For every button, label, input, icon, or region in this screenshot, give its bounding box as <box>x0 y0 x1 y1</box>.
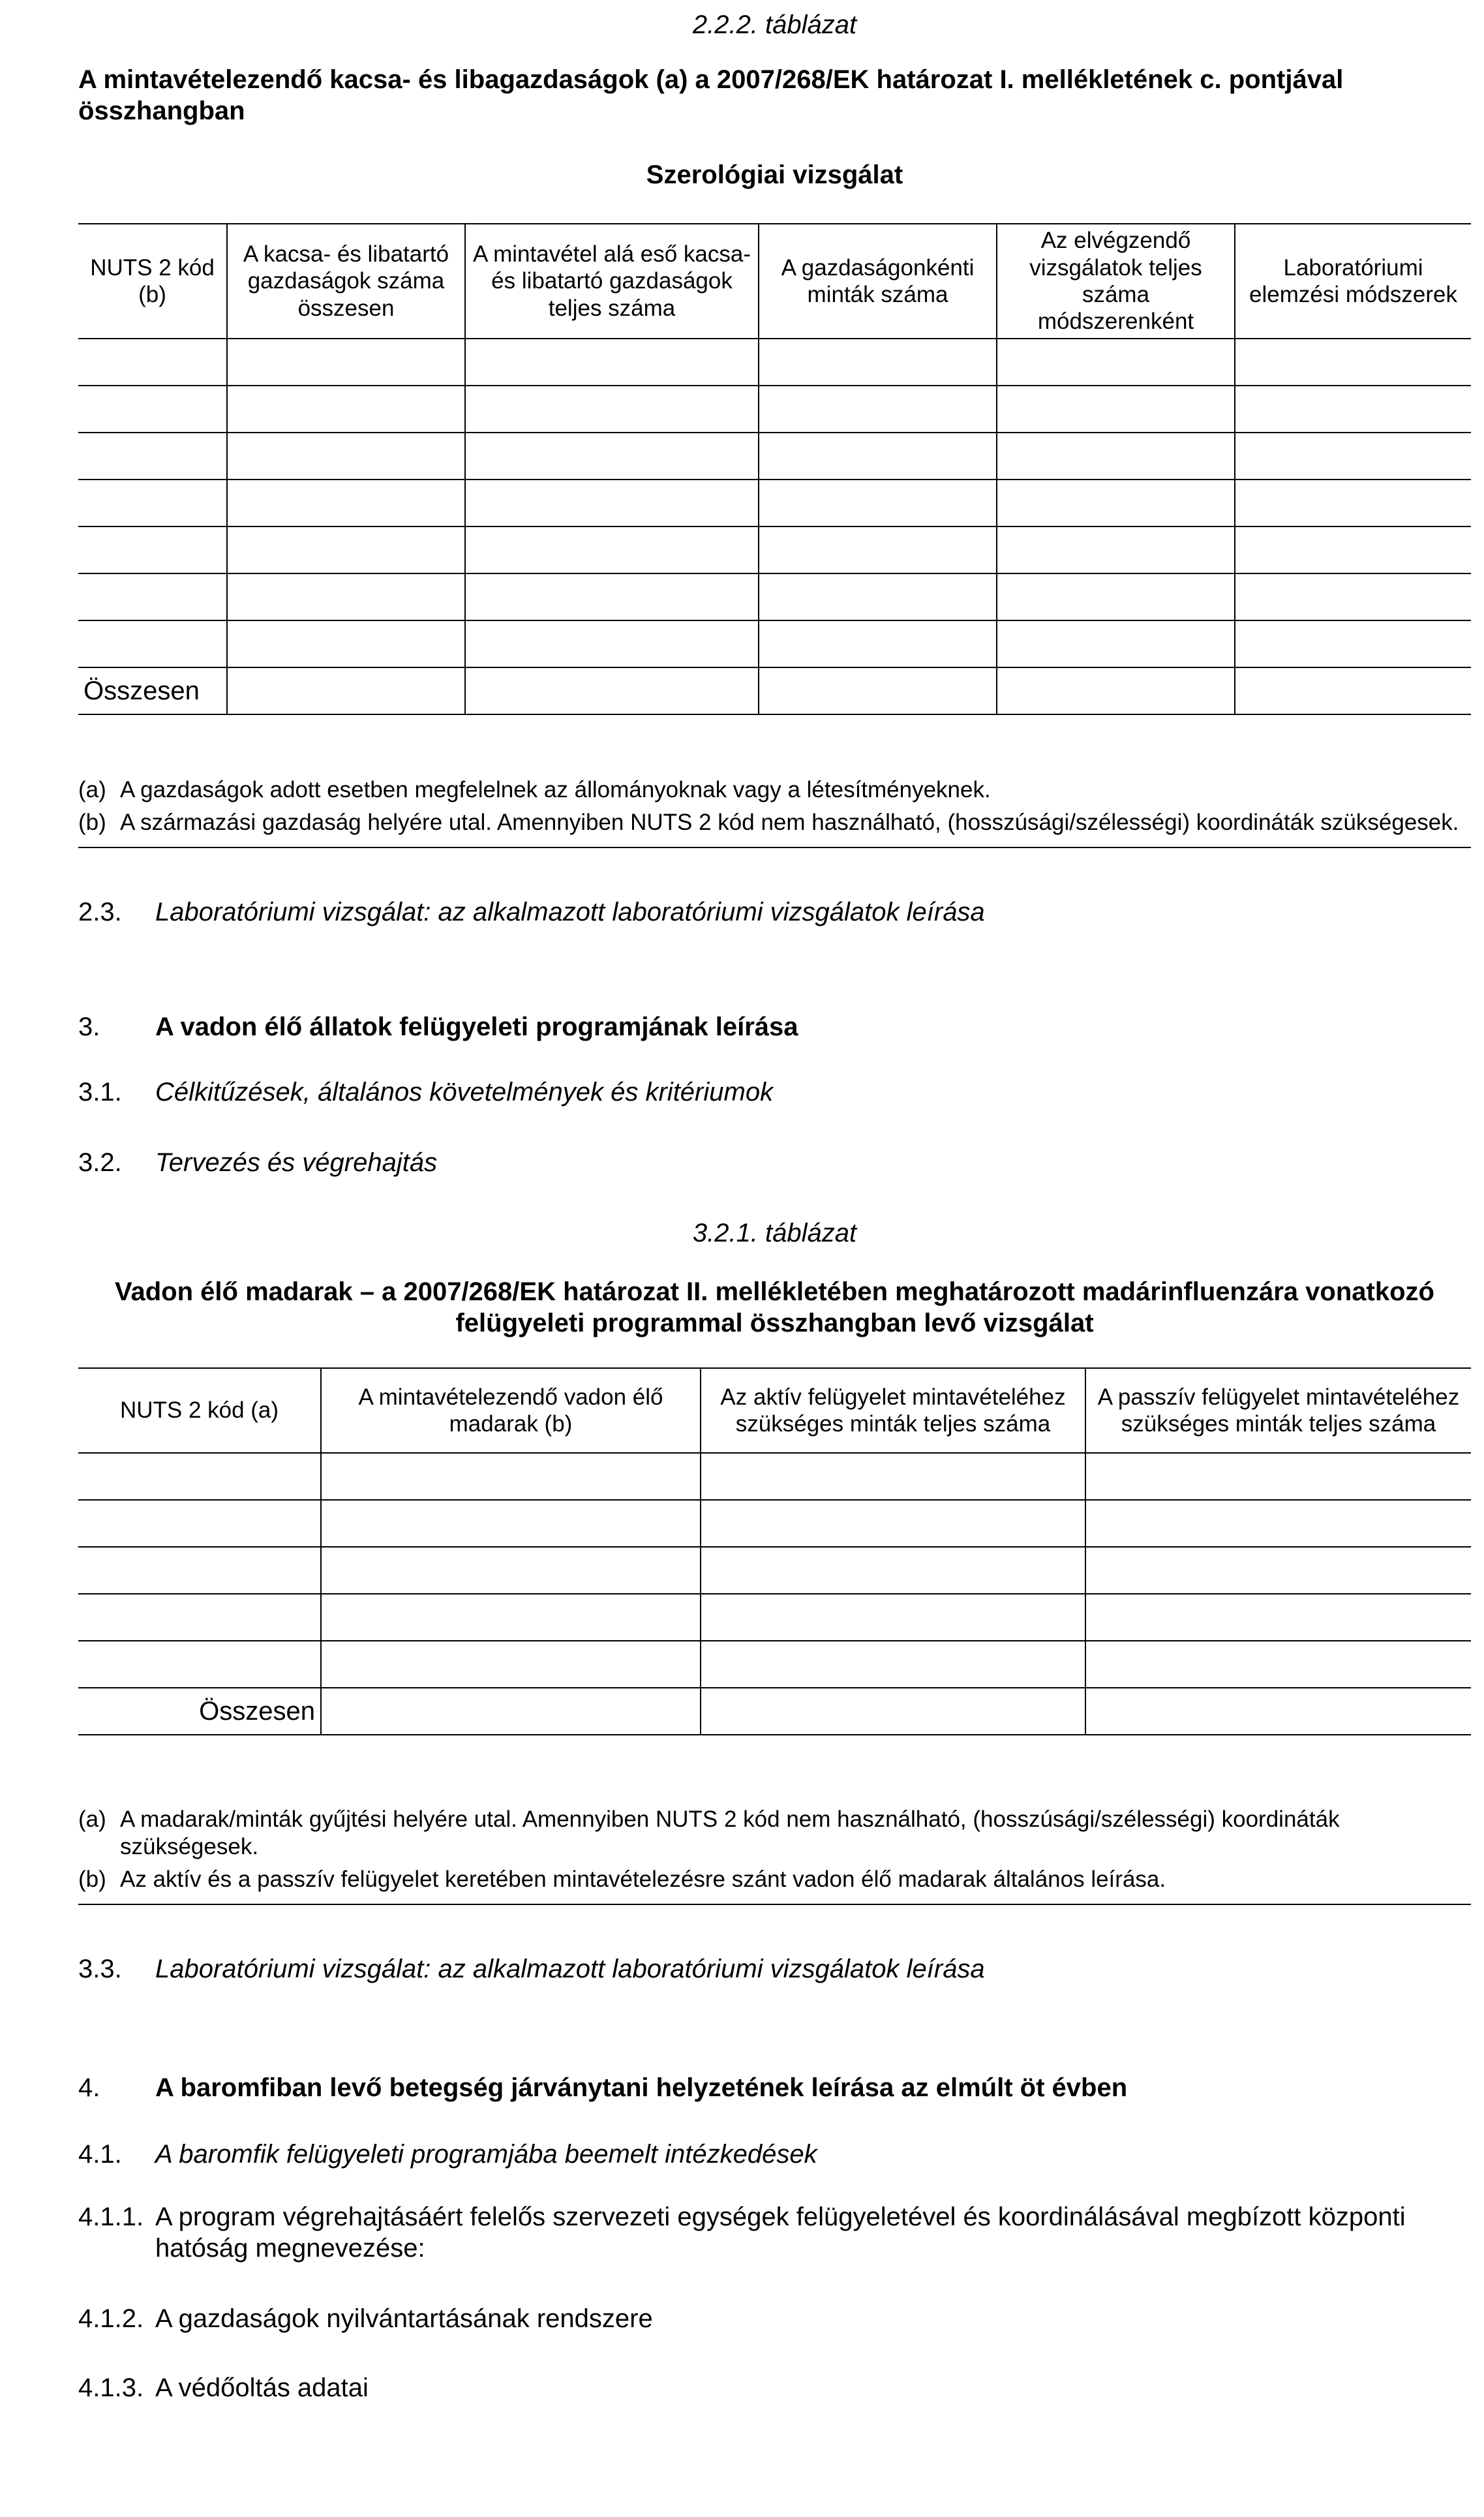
divider <box>78 847 1471 848</box>
table2-header-wild-birds: A mintavételezendő vadon élő madarak (b) <box>321 1368 701 1453</box>
section-number: 2.3. <box>78 898 122 926</box>
table1-subtitle: Szerológiai vizsgálat <box>646 160 903 189</box>
footnote-text: A származási gazdaság helyére utal. Amennyiben NUTS 2 kód nem használható, (hosszúsági/szélességi) koordináták szükségesek. <box>120 810 1459 835</box>
table-row <box>78 339 1471 386</box>
table2-title: Vadon élő madarak – a 2007/268/EK határozat II. mellékletében meghatározott madárinfluenzára vonatkozó felügyeleti programmal összhangban levő vizsgálat <box>115 1277 1434 1337</box>
section-number: 3. <box>78 1013 100 1041</box>
footnote-text: A gazdaságok adott esetben megfelelnek az állományoknak vagy a létesítményeknek. <box>120 777 991 802</box>
section-3-2 <box>78 1147 1471 1178</box>
table2-header-passive-samples: A passzív felügyelet mintavételéhez szükséges minták teljes száma <box>1085 1368 1471 1453</box>
section-number: 4. <box>78 2073 100 2102</box>
table2-total-label: Összesen <box>78 1688 321 1735</box>
section-number: 3.1. <box>78 1078 122 1106</box>
section-number: 4.1.3. <box>78 2373 144 2402</box>
section-heading: Laboratóriumi vizsgálat: az alkalmazott laboratóriumi vizsgálatok leírása <box>155 1955 985 1983</box>
footnote-mark: (b) <box>78 1867 106 1892</box>
table1-header-sampled-farms: A mintavétel alá eső kacsa- és libatartó gazdaságok teljes száma <box>465 224 759 339</box>
section-heading: A baromfik felügyeleti programjába beemelt intézkedések <box>155 2140 817 2169</box>
table2-footnotes <box>78 1806 1471 1899</box>
table1-header-tests-per-method: Az elvégzendő vizsgálatok teljes száma módszerenként <box>997 224 1235 339</box>
section-heading: A gazdaságok nyilvántartásának rendszere <box>155 2304 653 2333</box>
section-3 <box>78 1011 1471 1043</box>
table1-title: A mintavételezendő kacsa- és libagazdaságok (a) a 2007/268/EK határozat I. mellékletének c. pontjával összhangban <box>78 65 1344 125</box>
table1-caption: 2.2.2. táblázat <box>692 10 857 39</box>
footnote-text: A madarak/minták gyűjtési helyére utal. Amennyiben NUTS 2 kód nem használható, (hosszúsági/szélességi) koordináták szükségesek. <box>120 1807 1340 1859</box>
section-4-1 <box>78 2139 1471 2170</box>
table2-total-row <box>78 1688 1471 1735</box>
table-row <box>78 1594 1471 1641</box>
section-2-3 <box>78 896 1471 928</box>
table-row <box>78 480 1471 526</box>
section-heading: Célkitűzések, általános követelmények és kritériumok <box>155 1078 774 1106</box>
section-number: 3.3. <box>78 1955 122 1983</box>
footnote-mark: (b) <box>78 810 106 835</box>
table2-caption: 3.2.1. táblázat <box>692 1219 857 1247</box>
table1-header-nuts: NUTS 2 kód (b) <box>78 224 227 339</box>
table2-header-active-samples: Az aktív felügyelet mintavételéhez szükséges minták teljes száma <box>701 1368 1085 1453</box>
section-number: 3.2. <box>78 1148 122 1177</box>
table-row <box>78 386 1471 433</box>
table-row <box>78 1641 1471 1688</box>
table1-header-samples-per-farm: A gazdaságonkénti minták száma <box>759 224 997 339</box>
table2-header-nuts: NUTS 2 kód (a) <box>78 1368 321 1453</box>
table1 <box>78 223 1471 715</box>
table-row <box>78 573 1471 620</box>
section-number: 4.1. <box>78 2140 122 2169</box>
divider <box>78 1904 1471 1905</box>
section-4-1-1 <box>78 2201 1471 2264</box>
section-heading: A baromfiban levő betegség járványtani helyzetének leírása az elmúlt öt évben <box>155 2073 1128 2102</box>
section-heading: Tervezés és végrehajtás <box>155 1148 438 1177</box>
section-3-1 <box>78 1076 1471 1108</box>
section-heading: A vadon élő állatok felügyeleti programjának leírása <box>155 1013 798 1041</box>
table1-header-lab-methods: Laboratóriumi elemzési módszerek <box>1235 224 1471 339</box>
table-row <box>78 526 1471 573</box>
table-row <box>78 1453 1471 1500</box>
table1-total-row <box>78 667 1471 714</box>
table-row <box>78 1547 1471 1594</box>
table-row <box>78 433 1471 480</box>
section-3-3 <box>78 1953 1471 1985</box>
section-4 <box>78 2072 1471 2103</box>
section-4-1-3 <box>78 2372 1471 2403</box>
table1-footnotes <box>78 776 1471 842</box>
footnote-mark: (a) <box>78 1807 106 1832</box>
table-row <box>78 1500 1471 1547</box>
section-heading: A program végrehajtásáért felelős szervezeti egységek felügyeletével és koordinálásával megbízott központi hatóság megnevezése: <box>155 2203 1406 2263</box>
table2 <box>78 1367 1471 1735</box>
section-number: 4.1.1. <box>78 2203 144 2231</box>
section-4-1-2 <box>78 2303 1471 2334</box>
section-heading: Laboratóriumi vizsgálat: az alkalmazott laboratóriumi vizsgálatok leírása <box>155 898 985 926</box>
footnote-text: Az aktív és a passzív felügyelet keretében mintavételezésre szánt vadon élő madarak általános leírása. <box>120 1867 1166 1892</box>
table1-header-total-farms: A kacsa- és libatartó gazdaságok száma összesen <box>227 224 465 339</box>
section-heading: A védőoltás adatai <box>155 2373 369 2402</box>
section-number: 4.1.2. <box>78 2304 144 2333</box>
table1-total-label: Összesen <box>78 667 227 714</box>
footnote-mark: (a) <box>78 777 106 802</box>
table-row <box>78 620 1471 667</box>
